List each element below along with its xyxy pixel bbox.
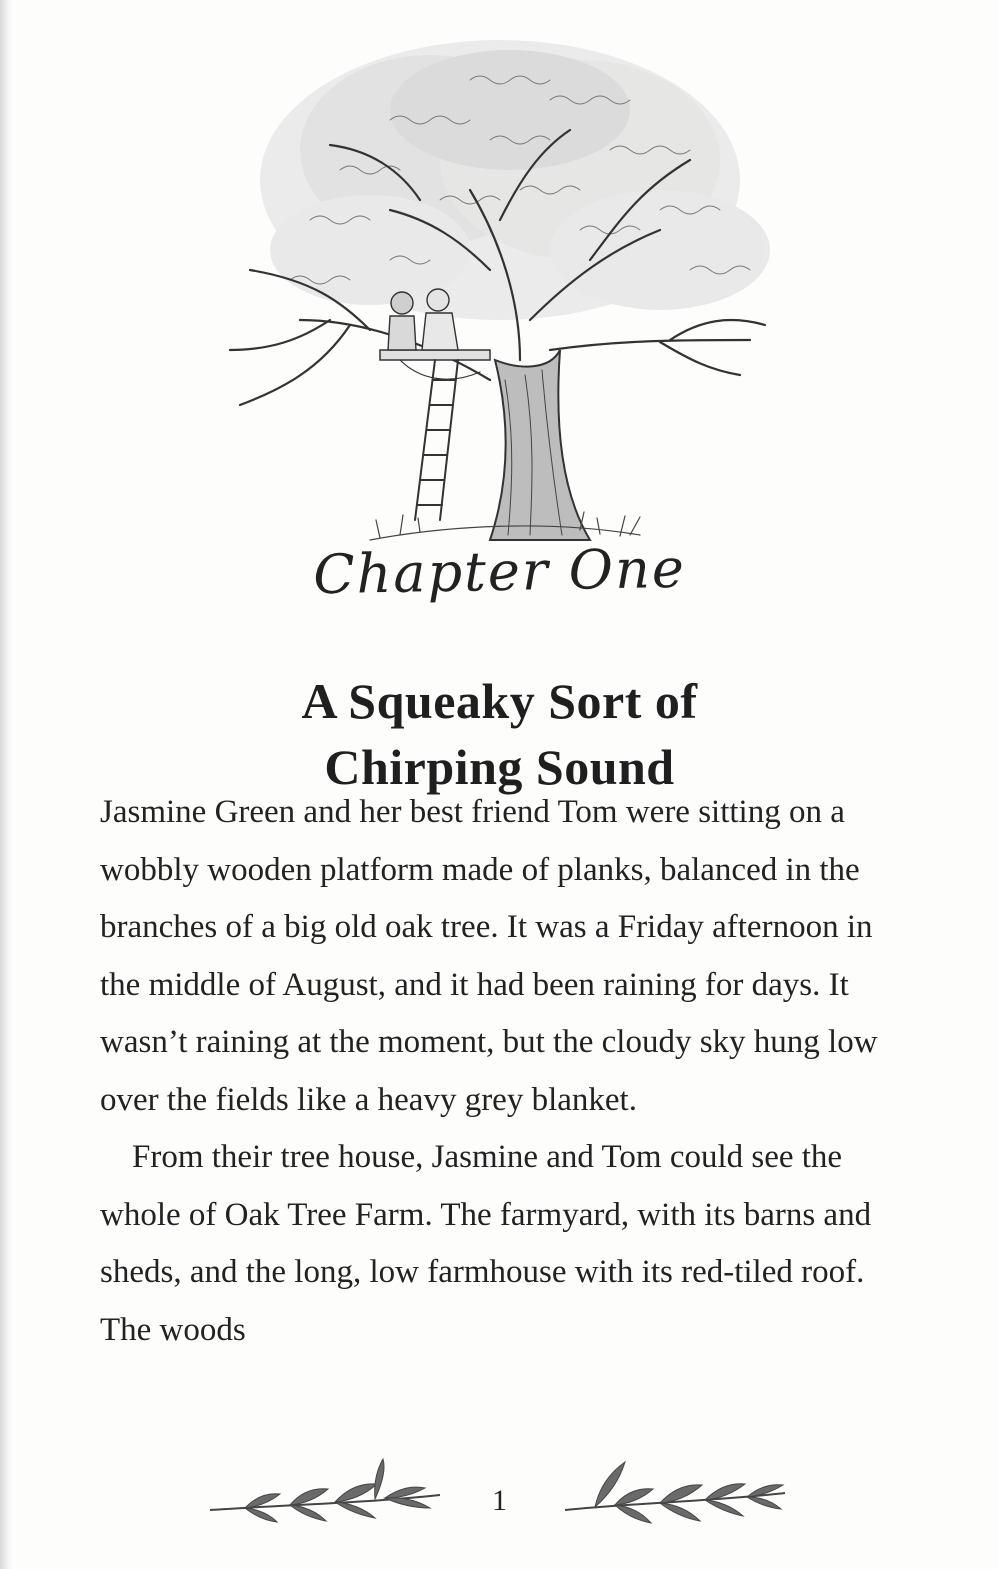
chapter-title-line-1: A Squeaky Sort of (301, 672, 698, 729)
chapter-body (100, 784, 900, 1359)
paragraph-1: Jasmine Green and her best friend Tom were sitting on a wobbly wooden platform made of planks, balanced in the branches of a big old oak tree. It was a Friday afternoon in the middle of August, and it had been raining for days. It wasn’t raining at the moment, but the cloudy sky hung low over the fields like a heavy grey blanket. (100, 794, 878, 1118)
chapter-label: Chapter One (312, 536, 687, 607)
oak-tree-illustration (190, 20, 790, 550)
chapter-title (0, 668, 999, 800)
page-number: 1 (492, 1484, 507, 1517)
tree-canopy (260, 40, 770, 320)
right-leaf-sprig-ornament (555, 1455, 795, 1540)
ladder (415, 360, 458, 520)
paragraph-2: From their tree house, Jasmine and Tom could see the whole of Oak Tree Farm. The farmyard, with its barns and sheds, and the long, low farmhouse with its red-tiled roof. The woods (100, 1139, 872, 1348)
chapter-title-line-2: Chirping Sound (324, 738, 675, 795)
